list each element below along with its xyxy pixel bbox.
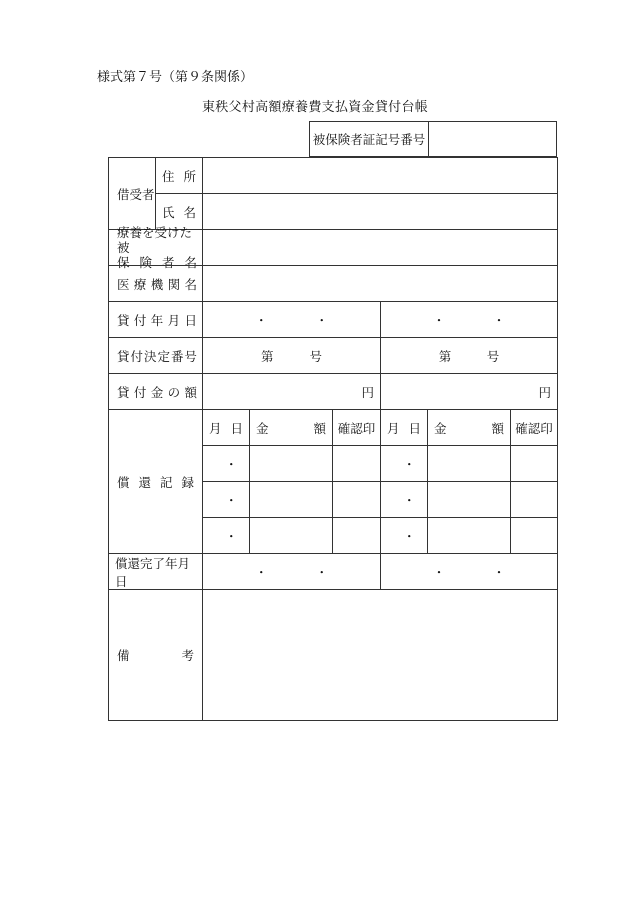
completion-date-field-2[interactable] <box>380 553 558 590</box>
loan-amount-label <box>108 373 203 410</box>
date-dot: ・ <box>225 456 238 472</box>
completion-date-field[interactable] <box>202 553 381 590</box>
yen-unit: 円 <box>538 384 551 400</box>
repayment-record-label <box>108 409 203 554</box>
confirm-seal-header: 確認印 <box>510 409 558 446</box>
amount-header-char: 額 <box>491 420 504 436</box>
date-dot: ・ <box>254 564 268 580</box>
borrower-label: 借受者 <box>108 157 156 230</box>
repayment-char: 還 <box>138 474 151 490</box>
ledger-table <box>108 157 557 721</box>
decision-char: 番 <box>170 348 184 364</box>
repayment-seal-cell[interactable] <box>332 445 381 482</box>
institution-label <box>108 265 203 302</box>
address-label-char: 所 <box>183 168 196 184</box>
form-number: 様式第７号（第９条関係） <box>97 70 254 85</box>
address-field[interactable] <box>202 157 558 194</box>
loan-date-char: 年 <box>150 312 164 328</box>
date-dot: ・ <box>403 456 416 472</box>
amount-header-char: 金 <box>434 420 447 436</box>
go-char: 号 <box>486 348 500 364</box>
treated-insured-char: 者 <box>161 255 175 270</box>
document-title: 東秩父村高額療養費支払資金貸付台帳 <box>201 100 429 115</box>
date-dot: ・ <box>225 528 238 544</box>
name-field[interactable] <box>202 193 558 230</box>
repayment-amount-cell[interactable] <box>249 517 333 554</box>
date-dot: ・ <box>254 312 268 328</box>
treated-insured-char: 名 <box>184 255 197 270</box>
name-label-char: 名 <box>183 204 196 220</box>
repayment-char: 償 <box>117 474 130 490</box>
repayment-seal-cell[interactable] <box>332 517 381 554</box>
repayment-seal-cell[interactable] <box>510 445 558 482</box>
loan-amount-field[interactable] <box>202 373 381 410</box>
repayment-char: 記 <box>159 474 173 490</box>
address-label-char: 住 <box>162 168 175 184</box>
name-label-char: 氏 <box>162 204 175 220</box>
decision-char: 付 <box>130 348 143 364</box>
decision-number-field-2[interactable] <box>380 337 558 374</box>
treated-insured-field[interactable] <box>202 229 558 266</box>
remarks-label <box>108 589 203 721</box>
month-char: 月 <box>209 420 222 436</box>
repayment-date-cell[interactable] <box>202 481 250 518</box>
loan-date-char: 付 <box>133 312 147 328</box>
remarks-char: 考 <box>181 648 194 663</box>
address-label <box>155 157 203 194</box>
date-dot: ・ <box>315 564 328 580</box>
decision-char: 定 <box>157 348 170 364</box>
loan-amount-field-2[interactable] <box>380 373 558 410</box>
repayment-date-cell[interactable] <box>380 517 428 554</box>
repayment-amount-cell[interactable] <box>427 445 511 482</box>
dai-char: 第 <box>260 348 274 364</box>
repayment-date-cell[interactable] <box>380 481 428 518</box>
treated-insured-char: 険 <box>139 255 152 270</box>
insured-number-value[interactable] <box>429 122 556 156</box>
repayment-amount-cell[interactable] <box>427 517 511 554</box>
day-char: 日 <box>230 420 243 436</box>
amount-char: 額 <box>184 384 197 400</box>
amount-char: の <box>167 384 181 400</box>
institution-char: 機 <box>150 276 164 292</box>
remarks-char: 備 <box>117 648 130 663</box>
amount-char: 金 <box>150 384 164 400</box>
loan-date-label <box>108 301 203 338</box>
repayment-date-cell[interactable] <box>202 517 250 554</box>
treated-insured-label <box>108 225 203 270</box>
remarks-field[interactable] <box>202 589 558 721</box>
insured-number-box <box>309 121 557 157</box>
loan-date-field[interactable] <box>202 301 381 338</box>
confirm-seal-header: 確認印 <box>332 409 381 446</box>
date-dot: ・ <box>403 492 416 508</box>
decision-char: 決 <box>143 348 157 364</box>
month-day-header <box>380 409 428 446</box>
amount-char: 付 <box>133 384 147 400</box>
repayment-amount-cell[interactable] <box>249 445 333 482</box>
institution-char: 医 <box>117 276 130 292</box>
institution-char: 関 <box>167 276 181 292</box>
treated-insured-line1: 療養を受けた被 <box>117 225 193 255</box>
date-dot: ・ <box>315 312 328 328</box>
loan-date-char: 月 <box>167 312 181 328</box>
institution-char: 名 <box>184 276 197 292</box>
repayment-date-cell[interactable] <box>202 445 250 482</box>
date-dot: ・ <box>492 564 506 580</box>
insured-number-label: 被保険者証記号番号 <box>310 122 429 156</box>
date-dot: ・ <box>432 564 446 580</box>
amount-char: 貸 <box>117 384 130 400</box>
month-day-header <box>202 409 250 446</box>
decision-char: 貸 <box>117 348 130 364</box>
loan-date-field-2[interactable] <box>380 301 558 338</box>
loan-date-char: 日 <box>184 312 197 328</box>
repayment-amount-cell[interactable] <box>427 481 511 518</box>
repayment-amount-cell[interactable] <box>249 481 333 518</box>
date-dot: ・ <box>432 312 446 328</box>
date-dot: ・ <box>225 492 238 508</box>
amount-header-char: 額 <box>313 420 326 436</box>
go-char: 号 <box>309 348 322 364</box>
amount-header-char: 金 <box>256 420 269 436</box>
repayment-seal-cell[interactable] <box>510 481 558 518</box>
repayment-seal-cell[interactable] <box>510 517 558 554</box>
decision-char: 号 <box>184 348 197 364</box>
dai-char: 第 <box>438 348 452 364</box>
day-char: 日 <box>408 420 421 436</box>
amount-header <box>427 409 511 446</box>
repayment-seal-cell[interactable] <box>332 481 381 518</box>
date-dot: ・ <box>492 312 506 328</box>
loan-date-char: 貸 <box>117 312 130 328</box>
completion-date-label: 償還完了年月日 <box>108 553 203 590</box>
yen-unit: 円 <box>361 384 374 400</box>
institution-char: 療 <box>133 276 147 292</box>
repayment-char: 録 <box>181 474 194 490</box>
institution-field[interactable] <box>202 265 558 302</box>
date-dot: ・ <box>403 528 416 544</box>
decision-number-field[interactable] <box>202 337 381 374</box>
decision-number-label <box>108 337 203 374</box>
amount-header <box>249 409 333 446</box>
treated-insured-char: 保 <box>117 255 130 270</box>
month-char: 月 <box>387 420 400 436</box>
repayment-date-cell[interactable] <box>380 445 428 482</box>
